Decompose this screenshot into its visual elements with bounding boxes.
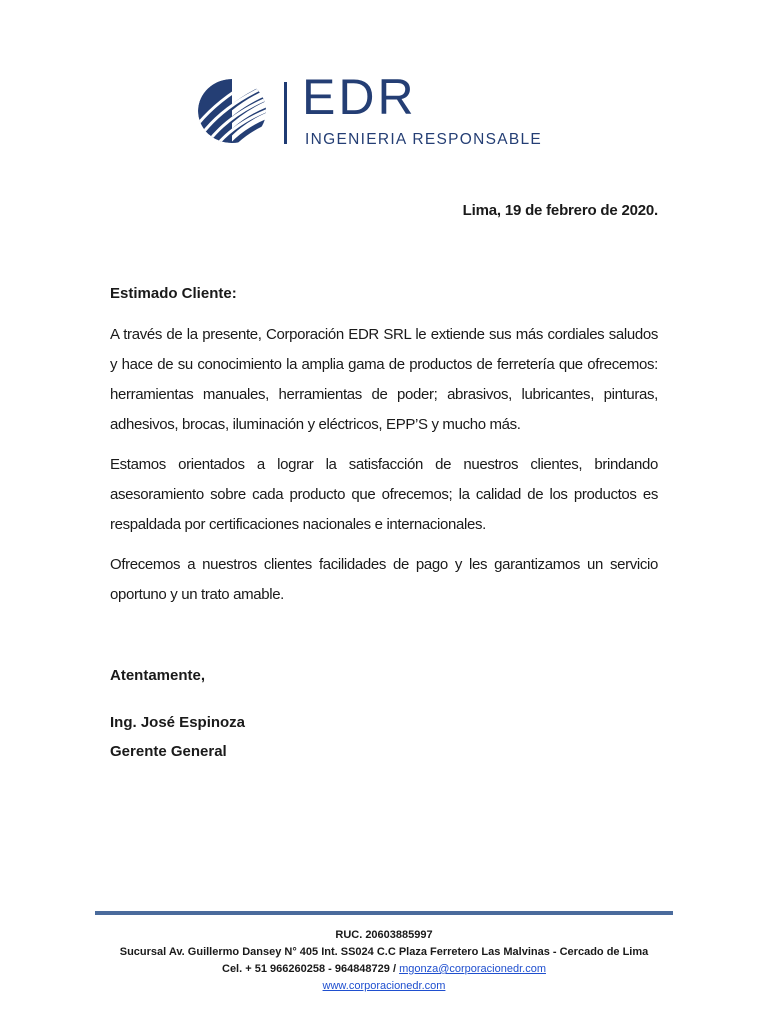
signer-name: Ing. José Espinoza bbox=[110, 714, 246, 731]
logo-divider bbox=[284, 82, 287, 144]
footer bbox=[0, 927, 768, 995]
brand-name: EDR bbox=[302, 69, 417, 125]
footer-website-link[interactable]: www.corporacionedr.com bbox=[322, 980, 446, 992]
letter-body bbox=[110, 320, 658, 620]
footer-ruc: RUC. 20603885997 bbox=[335, 929, 433, 941]
salutation: Estimado Cliente: bbox=[110, 285, 237, 302]
footer-divider bbox=[95, 911, 673, 915]
signer-title: Gerente General bbox=[110, 743, 227, 760]
body-paragraph-1: A través de la presente, Corporación EDR SRL le extiende sus más cordiales saludos y hace de su conocimiento la amplia gama de productos de ferretería que ofrecemos: herramientas manuales, herramientas de poder; abrasivos, lubricantes, pinturas, adhesivos, brocas, iluminación y eléctricos, EPP’S y mucho más. bbox=[110, 326, 658, 433]
edr-logo-icon bbox=[196, 78, 268, 144]
letterhead bbox=[196, 69, 576, 150]
body-paragraph-2: Estamos orientados a lograr la satisfacción de nuestros clientes, brindando asesoramiento sobre cada producto que ofrecemos; la calidad de los productos es respaldada por certificaciones nacionales e internacionales. bbox=[110, 456, 658, 533]
footer-contact bbox=[0, 961, 768, 978]
footer-email-link[interactable]: mgonza@corporacionedr.com bbox=[399, 963, 546, 975]
letter-date: Lima, 19 de febrero de 2020. bbox=[462, 202, 658, 219]
signature-block bbox=[110, 708, 245, 766]
closing: Atentamente, bbox=[110, 667, 206, 684]
body-paragraph-3: Ofrecemos a nuestros clientes facilidades de pago y les garantizamos un servicio oportuno y un trato amable. bbox=[110, 556, 658, 603]
footer-address: Sucursal Av. Guillermo Dansey N° 405 Int. SS024 C.C Plaza Ferretero Las Malvinas - Cercado de Lima bbox=[119, 946, 649, 958]
brand-tagline: INGENIERIA RESPONSABLE bbox=[305, 131, 543, 148]
footer-phones: Cel. + 51 966260258 - 964848729 / bbox=[222, 963, 397, 975]
